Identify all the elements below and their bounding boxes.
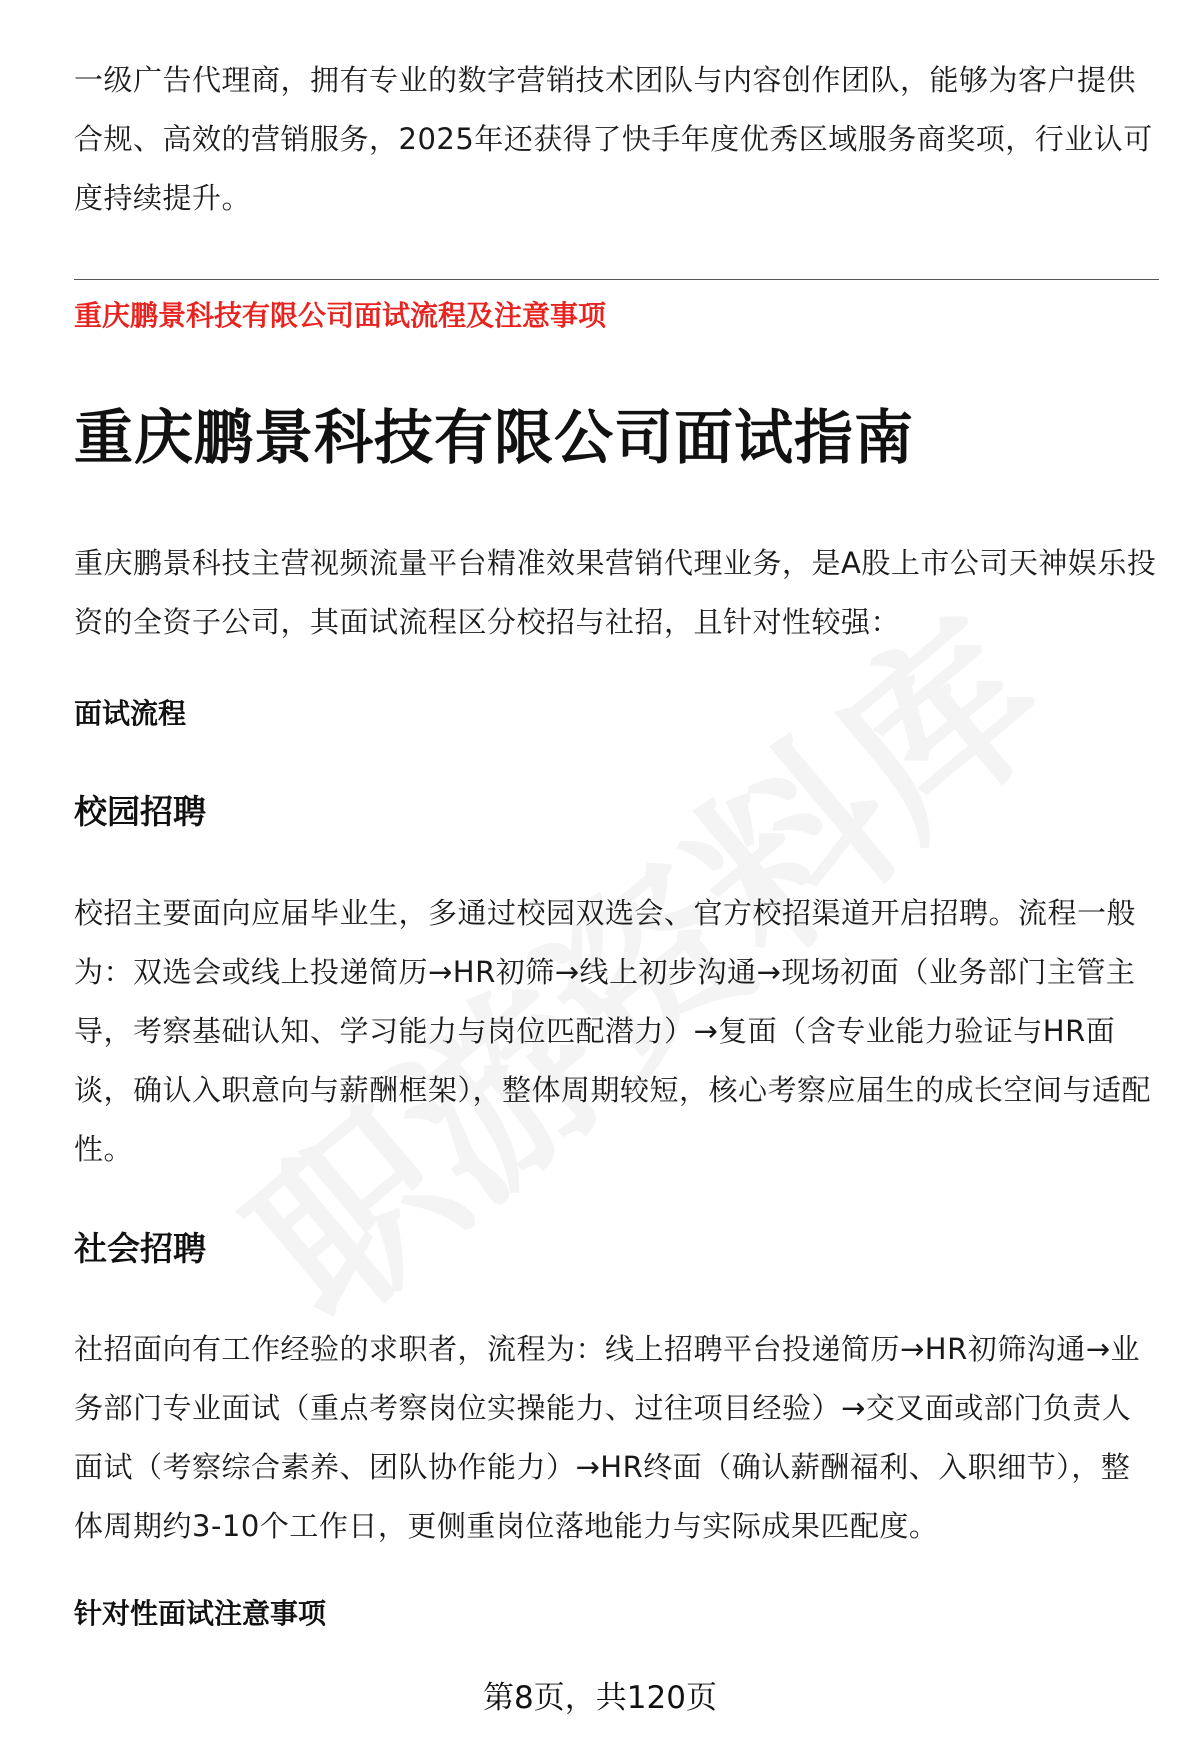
- social-paragraph: 社招面向有工作经验的求职者，流程为：线上招聘平台投递简历→HR初筛沟通→业务部门专业面试（重点考察岗位实操能力、过往项目经验）→交叉面或部门负责人面试（考察综合素养、团队协作能力）→HR终面（确认薪酬福利、入职细节），整体周期约3-10个工作日，更侧重岗位落地能力与实际成果匹配度。: [74, 1332, 1141, 1543]
- page-title: 重庆鹏景科技有限公司面试指南: [74, 403, 915, 472]
- document-page: [74, 0, 1159, 1755]
- social-heading: 社会招聘: [74, 1229, 206, 1268]
- intro-paragraph: 一级广告代理商，拥有专业的数字营销技术团队与内容创作团队，能够为客户提供合规、高效的营销服务，2025年还获得了快手年度优秀区域服务商奖项，行业认可度持续提升。: [74, 63, 1153, 215]
- section-divider: [74, 279, 1159, 280]
- section-heading: 重庆鹏景科技有限公司面试流程及注意事项: [74, 299, 607, 332]
- notes-heading: 针对性面试注意事项: [74, 1597, 327, 1630]
- company-description: 重庆鹏景科技主营视频流量平台精准效果营销代理业务，是A股上市公司天神娱乐投资的全资子公司，其面试流程区分校招与社招，且针对性较强：: [74, 546, 1157, 639]
- process-heading: 面试流程: [74, 697, 187, 730]
- page-number: 第8页，共120页: [483, 1680, 717, 1716]
- campus-paragraph: 校招主要面向应届毕业生，多通过校园双选会、官方校招渠道开启招聘。流程一般为：双选会或线上投递简历→HR初筛→线上初步沟通→现场初面（业务部门主管主导，考察基础认知、学习能力与岗位匹配潜力）→复面（含专业能力验证与HR面谈，确认入职意向与薪酬框架），整体周期较短，核心考察应届生的成长空间与适配性。: [74, 896, 1152, 1166]
- campus-heading: 校园招聘: [74, 792, 206, 831]
